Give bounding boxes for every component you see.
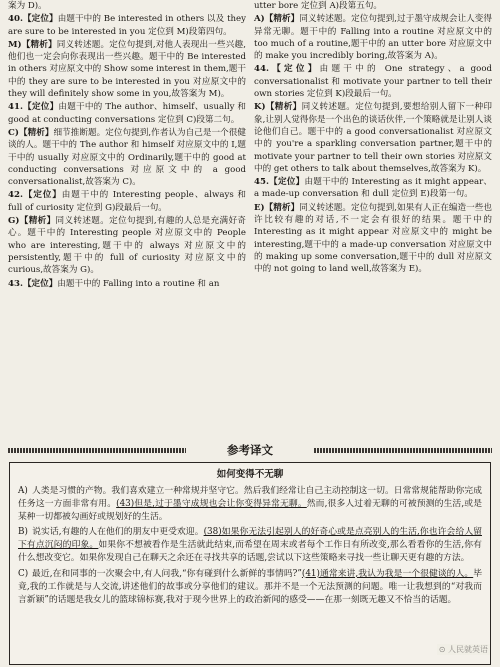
paragraph-text: 由题干中的 Falling into a routine 和 an xyxy=(57,278,220,289)
paragraph-tag: A)【精析】 xyxy=(254,14,300,25)
watermark: ⊙ 人民就英语 xyxy=(438,645,488,654)
paragraph-tag: M)【精析】 xyxy=(8,39,57,50)
translation-box xyxy=(9,462,491,665)
underlined-sentence: (38)如果你无法引起别人的好奇心或是点亮别人的生活,你也许会给人留下有点沉闷的印象。 xyxy=(18,527,482,551)
paragraph-tag: G)【精析】 xyxy=(8,216,56,227)
paragraph-tag: 45.【定位】 xyxy=(254,177,305,188)
paragraph-text: 同义转述题。定位句提到,过于墨守成规会让人变得异常无聊。题干中的 Falling into a routine 对应原文中的 too much of a routine,题干中的 an utter bore 对应原文中的 make you incredibly boring,故答案为 A)。 xyxy=(254,14,492,62)
translation-paragraph xyxy=(18,526,482,565)
left-paragraph xyxy=(8,0,246,12)
left-paragraph xyxy=(8,215,246,276)
paragraph-text: 由题干中的 Interesting people、always 和 full of curiosity 定位到 G)段最后一句。 xyxy=(8,190,247,213)
left-paragraph xyxy=(8,39,246,100)
section-divider xyxy=(8,442,492,458)
underlined-sentence: (43)但是,过于墨守成规也会让你变得异常无聊。 xyxy=(116,499,307,510)
paragraph-text: 说实话,有趣的人在他们的朋友中更受欢迎。 xyxy=(32,527,204,538)
paragraph-text: 案为 D)。 xyxy=(8,1,47,11)
right-paragraph xyxy=(254,176,492,201)
paragraph-text: 同义转述题。定位句提到,如果有人正在编造一些也许比较有趣的对话,不一定会有很好的结果。题干中的 Interesting as it might appear 对应原文中的 might be interesting,题干中的 a made-up conversation 对应原文中的 making up some conversation,题干中的 dull 对应原文中的 not going to land well,故答案为 E)。 xyxy=(254,202,492,275)
paragraph-text: 由题干中的 Interesting as it might appear、a made-up conversation 和 dull 定位到 E)段第一句。 xyxy=(254,177,492,200)
right-paragraph xyxy=(254,63,492,100)
translation-paragraph xyxy=(18,485,482,524)
paragraph-text: utter bore 定位到 A)段第五句。 xyxy=(254,1,383,11)
divider-bar-right xyxy=(314,448,492,453)
paragraph-text: 然而,很多人过着无聊的可被预测的生活,或是某种一切都被勾画好或规划好的生活。 xyxy=(18,499,482,523)
translation-body xyxy=(18,485,482,607)
paragraph-text: 由题干中的 One strategy、a good conversationalist 和 motivate your partner to tell their own stories 定位到 K)段最后一句。 xyxy=(254,64,493,100)
paragraph-tag: 40.【定位】 xyxy=(8,14,58,25)
paragraph-tag: C)【精析】 xyxy=(8,127,54,138)
translation-paragraph xyxy=(18,568,482,607)
left-column xyxy=(8,0,246,291)
left-paragraph xyxy=(8,189,246,214)
left-paragraph xyxy=(8,127,246,188)
paragraph-tag: K)【精析】 xyxy=(254,102,302,113)
paragraph-text: 人类是习惯的产物。我们喜欢建立一种常规并坚守它。然后我们经常让自己主动控制这一切。日常常规能帮助你完成任务这一方面非常有用。 xyxy=(18,486,482,510)
left-paragraph xyxy=(8,278,246,290)
paragraph-text: 细节推断题。定位句提到,作者认为自己是一个很健谈的人。题干中的 The author 和 himself 对应原文中的 I,题干中的 usually 对应原文中的 Ordinarily,题干中的 good at conducting conversations 对应原文中的 a good conversationalist,故答案为 C)。 xyxy=(8,127,246,188)
paragraph-text: 最近,在和同事的一次聚会中,有人问我,“你有碰到什么新鲜的事情吗?” xyxy=(32,568,302,579)
paragraph-label: B) xyxy=(18,527,28,538)
paragraph-text: 由题干中的 Be interested in others 以及 they are sure to be interested in you 定位到 M)段第四句。 xyxy=(8,14,246,37)
paragraph-tag: 44.【定位】 xyxy=(254,64,320,75)
left-paragraph xyxy=(8,101,246,126)
paragraph-text: 如果你不想被看作是生活就此结束,而希望在周末或者每个工作日有所改变,那么看看你的生活,你有什么想改变它。如果你发现自己在聊天之余还在寻找共享的话题,尝试以下这些策略来寻找一些让聊天更有趣的方法。 xyxy=(18,540,482,564)
right-paragraph xyxy=(254,101,492,175)
paragraph-text: 同义转述题。定位句提到,要想给别人留下一种印象,让别人觉得你是一个出色的谈话伙伴,一个策略就是让别人谈论他们自己。题干中的 a good conversationalist 对应原文中的 you're a sparkling conversation partner,题干中的 motivate your partner to tell their own stories 对应原文中的 get others to talk about themselves,故答案为 K)。 xyxy=(254,102,492,174)
translation-title: 如何变得不无聊 xyxy=(216,469,284,480)
right-paragraph xyxy=(254,13,492,62)
left-paragraph xyxy=(8,13,246,38)
paragraph-text: 由题干中的 The author、himself、usually 和 good at conducting conversations 定位到 C)段第二句。 xyxy=(8,102,247,125)
divider-bar-left xyxy=(8,448,186,453)
paragraph-tag: 43.【定位】 xyxy=(8,278,58,289)
paragraph-tag: 42.【定位】 xyxy=(8,190,62,201)
paragraph-text: 同义转述题。定位句提到,对他人表现出一些兴趣,他们也一定会向你表现出一些兴趣。题干中的 Be interested in others 对应原文中的 Show some interest in them,题干中的 they are sure to be interested in you 对应原文中的 they will definitely show some in you,故答案为 M)。 xyxy=(8,39,246,100)
paragraph-text: 毕竟,我的工作就是与人交流,讲述他们的故事或分享他们的建议。那并不是一个无法预测的问题。唯一让我想到的“对我而言新颖”的话题是我女儿的篮球锦标赛,我对于现今世界上的政治新闻的感受——在那一刻既无趣又不恰当的话题。 xyxy=(18,568,483,605)
underlined-sentence: (41)通常来讲,我认为我是一个很健谈的人。 xyxy=(301,568,474,579)
section-title: 参考译文 xyxy=(227,443,273,457)
paragraph-tag: E)【精析】 xyxy=(254,202,300,213)
right-column xyxy=(254,0,492,277)
right-paragraph xyxy=(254,202,492,276)
paragraph-label: C) xyxy=(18,568,29,579)
right-paragraph xyxy=(254,0,492,12)
paragraph-label: A) xyxy=(18,486,28,496)
paragraph-tag: 41.【定位】 xyxy=(8,102,59,113)
paragraph-text: 同义转述题。定位句提到,有趣的人总是充满好奇心。题干中的 Interesting people 对应原文中的 People who are interesting,题干中的 always 对应原文中的 persistently,题干中的 full of curiosity 对应原文中的 curious,故答案为 G)。 xyxy=(8,216,246,276)
